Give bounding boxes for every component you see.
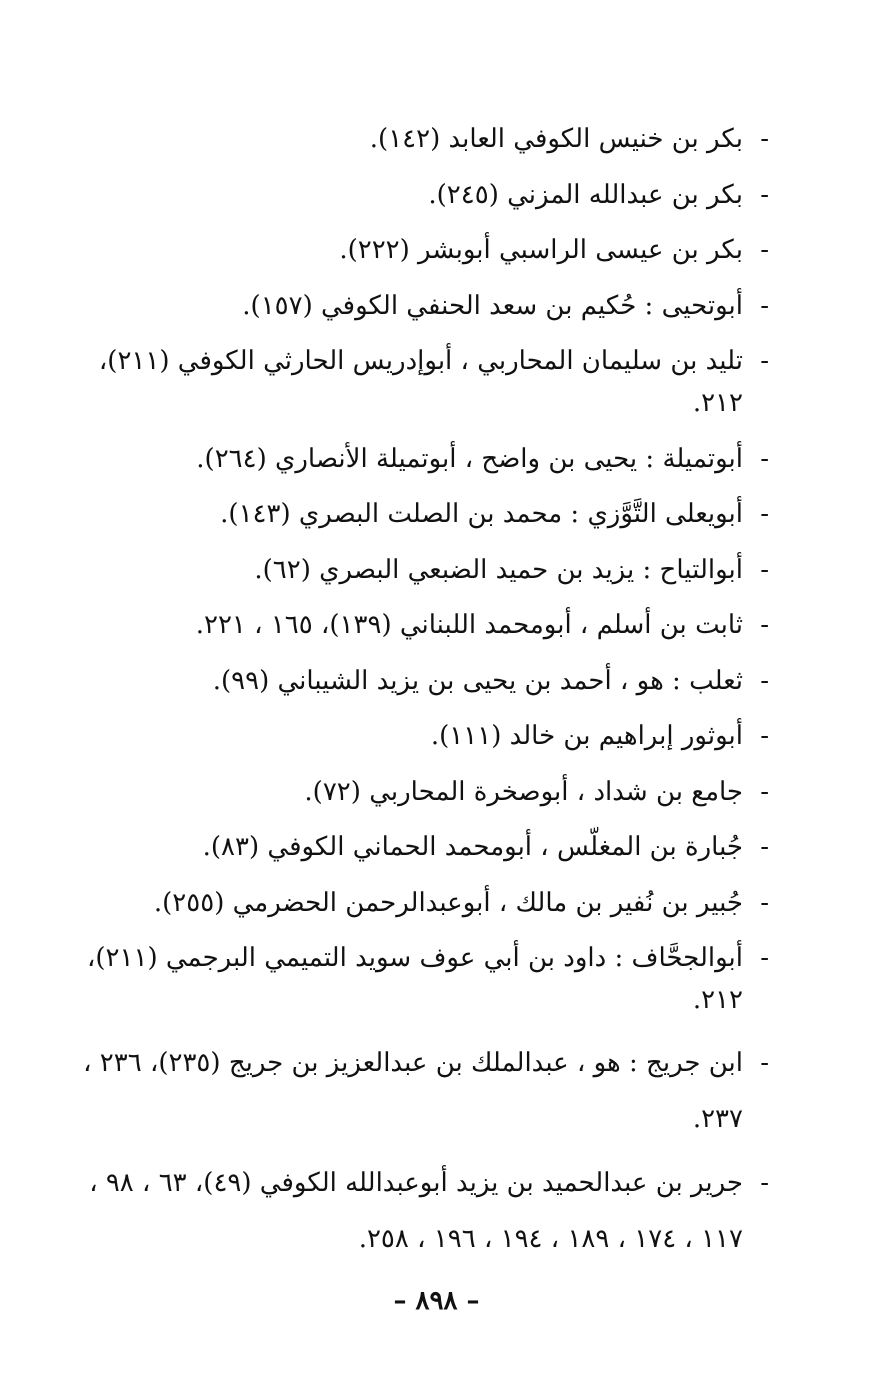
index-entry <box>56 771 769 813</box>
entry-dash: - <box>760 1167 769 1198</box>
index-entry <box>56 882 769 924</box>
page-number: – ٨٩٨ – <box>393 1286 480 1316</box>
entry-dash: - <box>760 721 769 751</box>
entry-text: أبوالجحَّاف : داود بن أبي عوف سويد التميمي البرجمي (٢١١)، ٢١٢. <box>87 943 743 1015</box>
index-entry <box>56 493 769 535</box>
index-entries-list <box>56 118 769 1275</box>
index-entry <box>56 118 769 160</box>
entry-text: أبوثور إبراهيم بن خالد (١١١). <box>430 721 743 751</box>
entry-text: بكر بن خنيس الكوفي العابد (١٤٢). <box>369 124 743 154</box>
index-entry <box>56 174 769 216</box>
entry-text: بكر بن عيسى الراسبي أبوبشر (٢٢٢). <box>339 235 743 265</box>
entry-text: أبوتميلة : يحيى بن واضح ، أبوتميلة الأنصاري (٢٦٤). <box>196 443 743 474</box>
entry-text: أبويعلى التَّوَّزي : محمد بن الصلت البصري (١٤٣). <box>220 499 743 529</box>
entry-text: جُبير بن نُفير بن مالك ، أبوعبدالرحمن الحضرمي (٢٥٥). <box>153 887 743 918</box>
index-entry <box>56 604 769 646</box>
entry-text: تليد بن سليمان المحاربي ، أبوإدريس الحارثي الكوفي (٢١١)، ٢١٢. <box>98 346 743 418</box>
index-entry <box>56 549 769 591</box>
entry-dash: - <box>760 832 769 862</box>
entry-dash: - <box>760 554 769 585</box>
entry-text: ثابت بن أسلم ، أبومحمد اللبناني (١٣٩)، ١٦٥ ، ٢٢١. <box>195 610 743 640</box>
entry-dash: - <box>760 1047 769 1078</box>
index-entry <box>56 340 769 424</box>
entry-dash: - <box>760 665 769 696</box>
entry-text: أبوالتياح : يزيد بن حميد الضبعي البصري (٦٢). <box>254 554 743 585</box>
entry-dash: - <box>760 776 769 807</box>
entry-text: جرير بن عبدالحميد بن يزيد أبوعبدالله الكوفي (٤٩)، ٦٣ ، ٩٨ ، ١١٧ ، ١٧٤ ، ١٨٩ ، ١٩٤ ، ١٩٦ ، ٢٥٨. <box>89 1167 743 1254</box>
entry-text: جُبارة بن المغلّس ، أبومحمد الحماني الكوفي (٨٣). <box>202 832 743 862</box>
entry-dash: - <box>760 235 769 265</box>
entry-dash: - <box>760 610 769 640</box>
entry-text: ثعلب : هو ، أحمد بن يحيى بن يزيد الشيباني (٩٩). <box>212 665 743 696</box>
index-entry <box>56 660 769 702</box>
index-entry <box>56 1035 769 1147</box>
index-entry <box>56 1155 769 1267</box>
index-entry <box>56 285 769 327</box>
entry-text: ابن جريج : هو ، عبدالملك بن عبدالعزيز بن جريج (٢٣٥)، ٢٣٦ ، ٢٣٧. <box>83 1047 743 1134</box>
entry-text: بكر بن عبدالله المزني (٢٤٥). <box>428 179 743 210</box>
entry-dash: - <box>760 124 769 154</box>
index-entry <box>56 229 769 271</box>
entry-dash: - <box>760 179 769 210</box>
index-entry <box>56 826 769 868</box>
entry-dash: - <box>760 499 769 529</box>
entry-dash: - <box>760 887 769 918</box>
entry-dash: - <box>760 346 769 376</box>
entry-dash: - <box>760 943 769 973</box>
entry-dash: - <box>760 290 769 321</box>
entry-text: جامع بن شداد ، أبوصخرة المحاربي (٧٢). <box>304 776 743 807</box>
entry-dash: - <box>760 443 769 474</box>
index-entry <box>56 937 769 1021</box>
entry-text: أبوتحيى : حُكيم بن سعد الحنفي الكوفي (١٥٧). <box>242 290 743 321</box>
index-entry <box>56 715 769 757</box>
index-entry <box>56 438 769 480</box>
